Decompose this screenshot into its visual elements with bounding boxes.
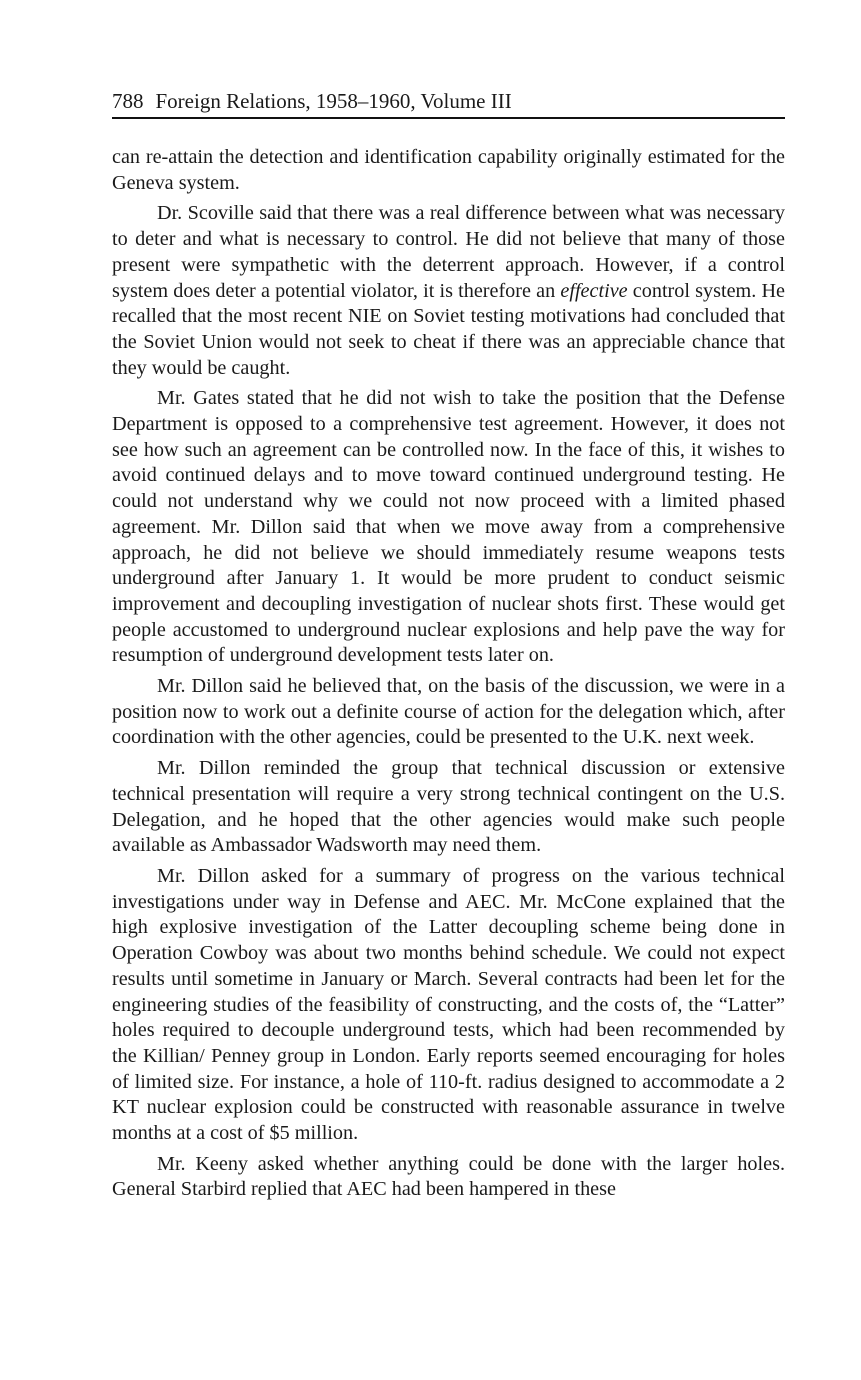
emphasized-word: effective xyxy=(560,279,628,302)
paragraph-text: Dr. Scoville said that there was a real difference between what was necessary to deter and what is necessary to control. He did not believe that many of those present were sympathetic with the deterrent approach. However, if a control system does deter a potential violator, it is therefore an xyxy=(112,202,785,302)
paragraph-7 xyxy=(112,1152,785,1203)
paragraph-text: Mr. Dillon asked for a summary of progress on the various technical investigations under way in Defense and AEC. Mr. McCone explained that the high explosive investigation of the Latter decoupling scheme being done in Operation Cowboy was about two months behind schedule. We could not expect results until sometime in January or March. Several contracts had been let for the engineering studies of the feasibility of constructing, and the costs of, the “Latter” holes required to decouple underground tests, which had been recommended by the Killian/ Penney group in London. Early reports seemed encouraging for holes of limited size. For instance, a hole of 110-ft. radius designed to accommodate a 2 KT nuclear explosion could be constructed with reasonable assurance in twelve months at a cost of $5 million. xyxy=(112,864,785,1145)
body-text xyxy=(112,145,785,1203)
paragraph-text: control system. He recalled that the most recent NIE on Soviet testing motivations had concluded that the Soviet Union would not seek to cheat if there was an appreciable chance that they would be caught. xyxy=(112,279,785,379)
paragraph-text: Mr. Keeny asked whether anything could be done with the larger holes. General Starbird replied that AEC had been hampered in these xyxy=(112,1152,785,1201)
page-number: 788 xyxy=(112,89,144,113)
paragraph-1 xyxy=(112,145,785,196)
paragraph-text: Mr. Dillon said he believed that, on the basis of the discussion, we were in a position now to work out a definite course of action for the delegation which, after coordination with the other agencies, could be presented to the U.K. next week. xyxy=(112,675,785,749)
paragraph-text: can re-attain the detection and identification capability originally estimated for the Geneva system. xyxy=(112,146,785,194)
paragraph-3 xyxy=(112,386,785,669)
paragraph-2 xyxy=(112,201,785,381)
running-head xyxy=(112,88,785,114)
paragraph-text: Mr. Dillon reminded the group that technical discussion or extensive technical presentation will require a very strong technical contingent on the U.S. Delegation, and he hoped that the other agencies would make such people available as Ambassador Wadsworth may need them. xyxy=(112,757,785,857)
paragraph-text: Mr. Gates stated that he did not wish to take the position that the Defense Department is opposed to a comprehensive test agreement. However, it does not see how such an agreement can be controlled now. In the face of this, it wishes to avoid continued delays and to move toward continued underground testing. He could not understand why we could not now proceed with a limited phased agreement. Mr. Dillon said that when we move away from a comprehensive approach, he did not believe we should immediately resume weapons tests underground after January 1. It would be more prudent to conduct seismic improvement and decoupling investigation of nuclear shots first. These would get people accustomed to underground nuclear explosions and help pave the way for resumption of underground development tests later on. xyxy=(112,387,785,667)
header-rule xyxy=(112,117,785,119)
document-page xyxy=(112,88,785,1203)
volume-title: Foreign Relations, 1958–1960, Volume III xyxy=(155,89,512,113)
paragraph-6 xyxy=(112,864,785,1147)
paragraph-5 xyxy=(112,756,785,859)
paragraph-4 xyxy=(112,674,785,751)
